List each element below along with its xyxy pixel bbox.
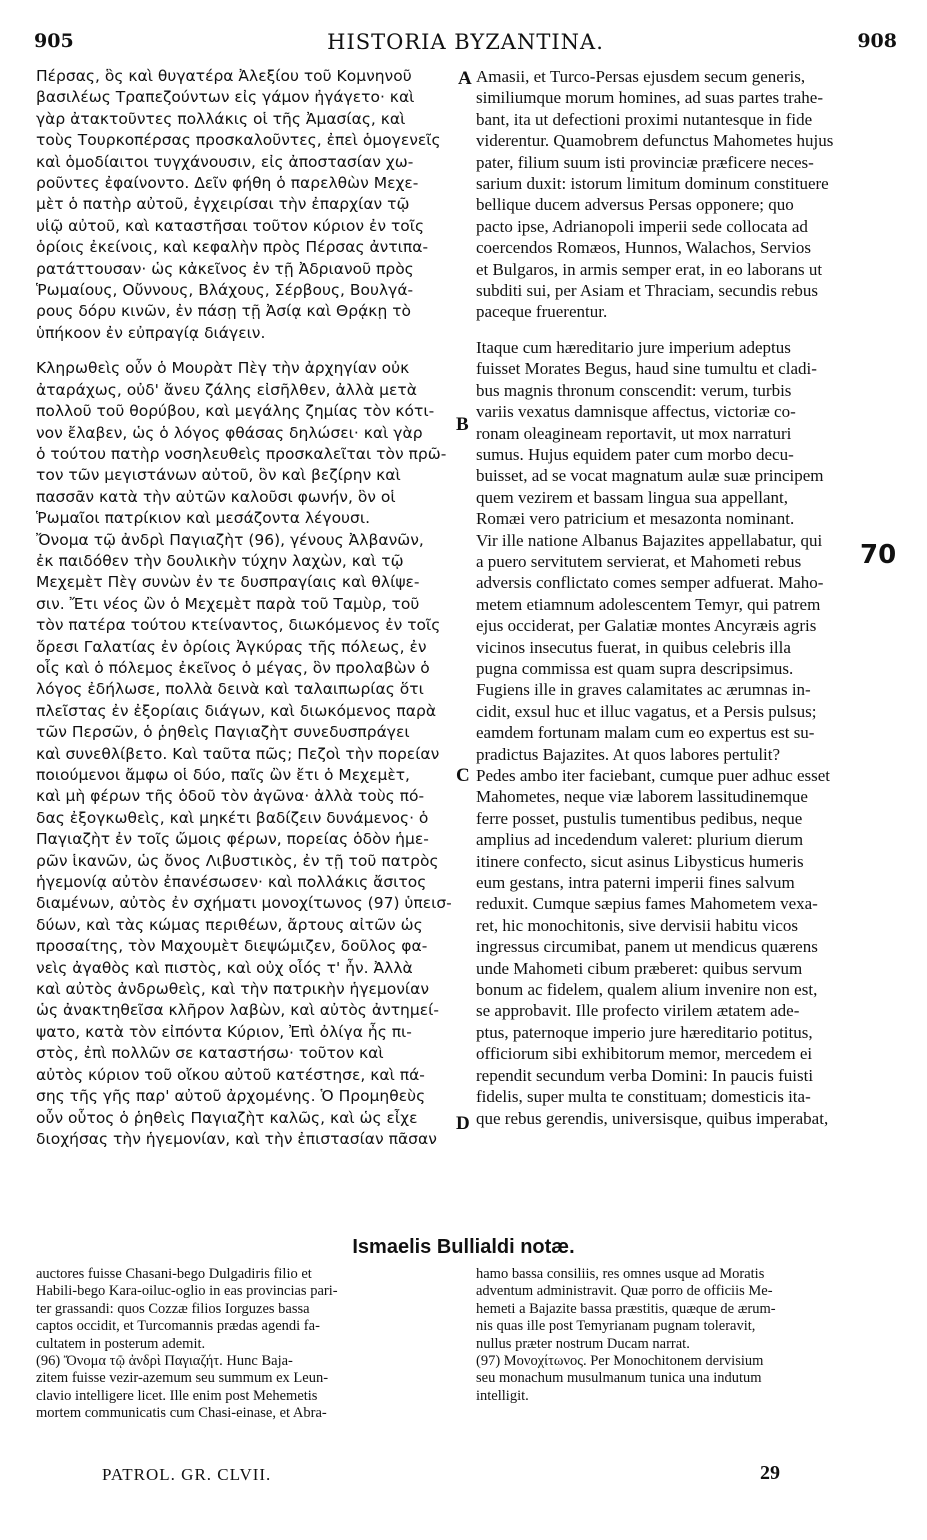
latin-text-line: se approbavit. Ille profecto virilem ætatem ade- [476, 1001, 800, 1021]
latin-text-column [476, 66, 897, 1129]
latin-text-line: eamdem fortunam malam cum eo expertus est su- [476, 723, 815, 743]
note-line: hamo bassa consiliis, res omnes usque ad Moratis [476, 1266, 765, 1282]
greek-text-column [36, 66, 456, 1150]
greek-text-line: προσαίτης, τὸν Μαχουμὲτ διεψώμιζεν, δοῦλος φα- [36, 937, 428, 956]
greek-text-line: ὁ τούτου πατὴρ νοσηλευθεὶς προσκαλεῖται τὸν πρῶ- [36, 444, 447, 463]
latin-text-line: ejus occiderat, per Galatiæ montes Ancyræis agris [476, 616, 817, 636]
greek-text-line: Πέρσας, ὃς καὶ θυγατέρα Ἀλεξίου τοῦ Κομνηνοῦ [36, 67, 412, 85]
latin-text-line: Amasii, et Turco-Persas ejusdem secum generis, [476, 67, 806, 86]
greek-text-line: μὲτ ὁ πατὴρ αὐτοῦ, ἐγχειρίσαι τὴν ἐπαρχίαν τῷ [36, 195, 410, 214]
notes-left-column [36, 1266, 456, 1423]
greek-text-line: δύων, καὶ τὰς κώμας περιθέων, ἄρτους αἰτῶν ὡς [36, 915, 423, 934]
greek-text-line: Κληρωθεὶς οὖν ὁ Μουρὰτ Πὲγ τὴν ἀρχηγίαν οὐκ [36, 359, 410, 378]
greek-text-line: καὶ ὁμοδίαιτοι τυγχάνουσιν, εἰς ἀποστασίαν χω- [36, 152, 414, 171]
running-header [34, 30, 897, 62]
greek-text-line: ρατάττουσαν· ὡς κἀκεῖνος ἐν τῇ Ἀδριανοῦ πρὸς [36, 259, 414, 278]
latin-text-line: quem vezirem et bassam lingua sua appellant, [476, 487, 789, 507]
note-line: (97) Μονοχίτωνος. Per Monochitonem dervisium [476, 1353, 764, 1370]
latin-text-line: rependit secundum verba Domini: In paucis fuisti [476, 1065, 814, 1085]
greek-text-line: τον τῶν μεγιστάνων αὐτοῦ, ὃν καὶ βεζίρην καὶ [36, 466, 401, 485]
margin-letter-c: C [456, 765, 470, 786]
latin-text-line: metem etiamnum adolescentem Temyr, qui patrem [476, 594, 821, 614]
greek-text-line: τῶν Περσῶν, ὁ ῥηθεὶς Παγιαζὴτ συνεδυσπράγει [36, 723, 410, 742]
note-line: hemeti a Bajazite bassa præstitis, quæque de ærum- [476, 1300, 776, 1317]
greek-text-line: ἀταράχως, οὐδ' ἄνευ ζάλης εἰσῆλθεν, ἀλλὰ μετὰ [36, 380, 417, 399]
note-line: auctores fuisse Chasani-bego Dulgadiris filio et [36, 1266, 312, 1282]
latin-text-line: sarium duxit: istorum limitum dominum constituere [476, 174, 829, 194]
greek-text-line: Μεχεμὲτ Πὲγ συνὼν ἐν τε δυσπραγίαις καὶ θλίψε- [36, 573, 420, 592]
greek-text-line: πλεῖστας ἐν ἐξορίαις διάγων, καὶ διωκόμενος παρὰ [36, 701, 437, 720]
note-line: seu monachum musulmanum tunica una indutum [476, 1370, 762, 1387]
margin-letter-b: B [456, 414, 469, 435]
note-line: (96) Ὄνομα τῷ ἀνδρὶ Παγιαζήτ. Hunc Baja- [36, 1353, 293, 1370]
latin-text-line: bus magnis thronum conscendit: verum, turbis [476, 380, 792, 400]
greek-text-line: ἐκ παιδόθεν τὴν δουλικὴν τύχην λαχὼν, καὶ τῷ [36, 551, 404, 570]
greek-text-line: πασσᾶν κατὰ τὴν αὐτῶν καλοῦσι φωνήν, ὃν οἱ [36, 487, 396, 506]
latin-text-line: pater, filium suum isti provinciæ præficere neces- [476, 152, 814, 172]
note-line: nis quas ille post Temyrianam pugnam toleravit, [476, 1318, 756, 1335]
latin-text-line: et Bulgaros, in armis semper erat, in eo laborans ut [476, 259, 823, 279]
greek-text-line: στὸς, ἐπὶ πολλῶν σε καταστήσω· τοῦτον καὶ [36, 1044, 384, 1063]
greek-text-line: λόγος ἐδήλωσε, πολλὰ δεινὰ καὶ ταλαιπωρίας ὅτι [36, 680, 424, 699]
greek-text-line: Ῥωμαῖοι πατρίκιον καὶ μεσάζοντα λέγουσι. [36, 509, 371, 528]
latin-text-line: similiumque morum homines, ad suas partes trahe- [476, 88, 824, 108]
greek-text-line: σης τῆς γῆς παρ' αὐτοῦ ἀρχομένης. Ὁ Προμηθεὺς [36, 1087, 426, 1106]
latin-text-line: bant, ita ut defectioni proximi nutantesque in fide [476, 109, 813, 129]
latin-text-line: officiorum sibi exhibitorum memor, mercedem ei [476, 1044, 813, 1064]
latin-text-line: ronam oleagineam reportavit, ut mox narraturi [476, 423, 792, 443]
latin-text-line: reduxit. Cumque sæpius fames Mahometem vexa- [476, 894, 818, 914]
note-line: adventum administravit. Quæ porro de officiis Me- [476, 1283, 773, 1300]
greek-text-line: Παγιαζὴτ ἐν τοῖς ὤμοις φέρων, πορείας ὁδὸν ἡμε- [36, 830, 429, 849]
greek-text-line [36, 344, 456, 358]
latin-text-line: ret, hic monochitonis, sive dervisii habitu vicos [476, 915, 799, 935]
running-title: HISTORIA BYZANTINA. [327, 30, 604, 54]
latin-text-line: buisset, ad se vocat magnatum aulæ suæ principem [476, 466, 824, 486]
greek-text-line: καὶ αὐτὸς ἀνδρωθεὶς, καὶ τὴν πατρικὴν ἡγεμονίαν [36, 980, 430, 999]
greek-text-line: Ὄνομα τῷ ἀνδρὶ Παγιαζὴτ (96), γένους Ἀλβανῶν, [36, 530, 424, 549]
greek-text-line: νεὶς ἀγαθὸς καὶ πιστὸς, καὶ οὐχ οἷός τ' ἦν. Ἀλλὰ [36, 958, 413, 977]
latin-text-line: adversis conflictato comes semper adfuerat. Maho- [476, 573, 824, 593]
note-line: Habili-bego Kara-oiluc-oglio in eas provincias pari- [36, 1283, 338, 1300]
latin-text-line: Fugiens ille in graves calamitates ac ærumnas in- [476, 680, 811, 700]
greek-text-line: τὸν πατέρα τούτου κτείναντος, διωκόμενος ἐν τοῖς [36, 616, 441, 635]
greek-text-line: ὡς ἀνακτηθεῖσα κλῆρον λαβὼν, καὶ αὐτὸς ἀντημεί- [36, 1001, 439, 1020]
note-line: zitem fuisse vezir-azemum seu summum ex Leun- [36, 1370, 329, 1387]
greek-text-line: ρῶν ἱκανῶν, ὡς ὄνος Λιβυστικὸς, ἐν τῇ τοῦ πατρὸς [36, 851, 439, 870]
greek-text-line: καὶ συνεθλίβετο. Καὶ ταῦτα πῶς; Πεζοὶ τὴν πορείαν [36, 744, 440, 763]
greek-text-line: διαμένων, αὐτὸς ἐν σχήματι μονοχίτωνος (97) ὑπεισ- [36, 894, 452, 913]
greek-text-line: ἡγεμονίᾳ αὐτὸν ἐπανέσωσεν· καὶ πολλάκις ἄσιτος [36, 873, 427, 892]
latin-text-line: Itaque cum hæreditario jure imperium adeptus [476, 337, 791, 357]
latin-text-line [476, 323, 894, 337]
greek-text-line: ὑπήκοον ἐν εὐπραγίᾳ διάγειν. [36, 323, 266, 342]
latin-text-line: sumus. Hujus equidem pater cum morbo decu- [476, 444, 794, 464]
margin-letter-d: D [456, 1113, 470, 1134]
latin-text-line: subditi sui, per Asiam et Thraciam, secundis rebus [476, 281, 818, 301]
latin-text-line: cidit, exsul huc et illuc vagatus, et a Persis pulsus; [476, 701, 817, 721]
greek-text-line: γὰρ ἀτακτοῦντες πολλάκις οἱ τῆς Ἀμασίας, καὶ [36, 109, 406, 128]
greek-text-line: σιν. Ἔτι νέος ὢν ὁ Μεχεμὲτ παρὰ τοῦ Ταμὺρ, τοῦ [36, 594, 420, 613]
notes-right-column [476, 1266, 896, 1405]
note-line: ter grassandi: quos Cozzæ filios Iorguzes bassa [36, 1300, 310, 1317]
footer-signature-number: 29 [760, 1462, 780, 1484]
latin-text-line: ptus, paternoque imperio jure hæreditario potitus, [476, 1022, 813, 1042]
page-number-left: 905 [34, 30, 74, 52]
latin-text-line: itinere confecto, sicut asinus Libysticus humeris [476, 851, 804, 871]
greek-text-line: ρους δόρυ κινῶν, ἐν πάσῃ τῇ Ἀσίᾳ καὶ Θρᾴκῃ τὸ [36, 302, 412, 321]
latin-text-line: bellique ducem adversus Persas opponere; quo [476, 195, 794, 215]
latin-text-line: a puero servitutem servierat, et Mahometi rebus [476, 551, 802, 571]
latin-text-line: bonum ac fidelem, qualem alium invenire non est, [476, 980, 818, 1000]
note-line: mortem communicatis cum Chasi-einase, et Abra- [36, 1405, 327, 1422]
latin-text-line: pacto ipse, Adrianopoli imperii sede collocata ad [476, 216, 808, 236]
latin-text-line: ingressus circumibat, panem ut mendicus quærens [476, 937, 818, 957]
footer-series-label: PATROL. GR. CLVII. [102, 1465, 272, 1484]
greek-text-line: ψατο, κατὰ τὸν εἰπόντα Κύριον, Ἐπὶ ὀλίγα ἦς πι- [36, 1022, 412, 1041]
latin-text-line: Mahometes, neque viæ laborem lassitudinemque [476, 787, 808, 807]
greek-text-line: αὐτὸς κύριον τοῦ οἴκου αὐτοῦ κατέστησε, καὶ πά- [36, 1065, 425, 1084]
greek-text-line: οἷς καὶ ὁ πόλεμος ἐκεῖνος ὁ μέγας, ὃν προλαβὼν ὁ [36, 658, 430, 677]
latin-text-line: Pedes ambo iter faciebant, cumque puer adhuc esset [476, 766, 831, 785]
greek-text-line: καὶ μὴ φέρων τῆς ὁδοῦ τὸν ἀγῶνα· ἀλλὰ τοὺς πό- [36, 787, 425, 806]
greek-text-line: νον ἔλαβεν, ὡς ὁ λόγος φθάσας δηλώσει· καὶ γὰρ [36, 423, 423, 442]
greek-text-line: Ῥωμαίους, Οὔννους, Βλάχους, Σέρβους, Βουλγά- [36, 281, 414, 300]
latin-text-line: unde Mahometi cibum præberet: quibus servum [476, 958, 803, 978]
latin-text-line: Romæi vero patricium et mesazonta nominant. [476, 509, 795, 529]
greek-text-line: βασιλέως Τραπεζούντων εἰς γάμον ἠγάγετο· καὶ [36, 88, 415, 107]
latin-text-line: vicinos insecutus fuerat, in quibus celebris illa [476, 637, 791, 657]
note-line: nullus præter nostrum Ducam narrat. [476, 1335, 690, 1352]
latin-text-line: ferre posset, pustulis tumentibus pedibus, neque [476, 808, 803, 828]
latin-text-line: pradictus Bajazites. At quos labores pertulit? [476, 744, 781, 764]
greek-text-line: υἱῷ αὐτοῦ, καὶ καταστῆσαι τοῦτον κύριον ἐν τοῖς [36, 216, 425, 235]
latin-text-line: fuisset Morates Begus, haud sine tumultu et cladi- [476, 359, 817, 379]
note-line: clavio intelligere licet. Ille enim post Mehemetis [36, 1387, 318, 1404]
greek-text-line: ὁρίοις ἐκείνοις, καὶ κεφαλὴν πρὸς Πέρσας ἀντιπα- [36, 238, 429, 257]
note-line: cultatem in posterum ademit. [36, 1335, 206, 1352]
latin-text-line: amplius ad incedendum valeret: plurium dierum [476, 830, 804, 850]
latin-text-line: eum gestans, intra paterni imperii fines salvum [476, 873, 795, 893]
greek-text-line: διοχήσας τὴν ἡγεμονίαν, καὶ τὴν ἐπιστασίαν πᾶσαν [36, 1129, 437, 1148]
column-number: 70 [860, 540, 897, 570]
latin-text-line: Vir ille natione Albanus Bajazites appellabatur, qui [476, 530, 823, 550]
latin-text-line: que rebus gerendis, universisque, quibus imperabat, [476, 1108, 829, 1128]
greek-text-line: ποιούμενοι ἄμφω οἱ δύο, παῖς ὢν ἔτι ὁ Μεχεμὲτ, [36, 766, 410, 784]
note-line: captos occidit, et Turcomannis prædas agendi fa- [36, 1318, 320, 1335]
latin-text-line: variis vexatus damnisque affectus, victoriæ co- [476, 402, 796, 422]
notes-heading: Ismaelis Bullialdi notæ. [352, 1236, 575, 1258]
greek-text-line: πολλοῦ τοῦ θορύβου, καὶ μεγάλης ζημίας τὸν κότι- [36, 402, 435, 421]
greek-text-line: τοὺς Τουρκοπέρσας προσκαλοῦντες, ἐπεὶ ὁμογενεῖς [36, 131, 441, 150]
latin-text-line: viderentur. Quamobrem defunctus Mahometes hujus [476, 131, 834, 151]
greek-text-line: ὄρεσι Γαλατίας ἐν ὁρίοις Ἀγκύρας τῆς πόλεως, ἐν [36, 637, 427, 656]
latin-text-line: coercendos Romæos, Hunnos, Walachos, Servios [476, 238, 811, 258]
greek-text-line: οὖν οὗτος ὁ ῥηθεὶς Παγιαζὴτ καλῶς, καὶ ὡς εἶχε [36, 1108, 418, 1127]
latin-text-line: pugna commissa est quam supra descripsimus. [476, 658, 794, 678]
latin-text-line: paceque fruerentur. [476, 302, 608, 322]
note-line: intelligit. [476, 1387, 529, 1404]
greek-text-line: δας ἐξογκωθεὶς, καὶ μηκέτι βαδίζειν δυνάμενος· ὁ [36, 808, 429, 827]
latin-text-line: fidelis, super multa te constituam; domesticis ita- [476, 1087, 811, 1107]
margin-letter-a: A [458, 68, 472, 89]
greek-text-line: ροῦντες ἐφαίνοντο. Δεῖν φήθη ὁ παρελθὼν Μεχε- [36, 174, 419, 193]
page-number-right: 908 [857, 30, 897, 52]
